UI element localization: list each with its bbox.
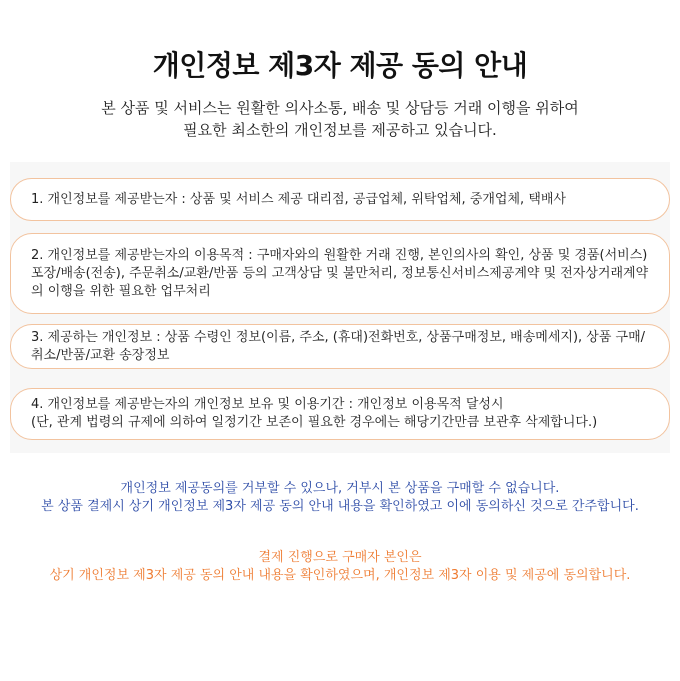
refusal-notice [0,480,680,516]
consent-confirmation-line: 상기 개인정보 제3자 제공 동의 안내 내용을 확인하였으며, 개인정보 제3자 이용 및 제공에 동의합니다. [49,568,631,583]
consent-item-text: 2. 개인정보를 제공받는자의 이용목적 : 구매자와의 원활한 거래 진행, 본인의사의 확인, 상품 및 경품(서비스) 포장/배송(전송), 주문취소/교환/반품 등의 고객상담 및 불만처리, 정보통신서비스제공계약 및 전자상거래계약의 이행을 위한 필요한 업무처리 [31,247,649,299]
consent-confirmation-line: 결제 진행으로 구매자 본인은 [258,550,422,565]
intro-line: 본 상품 및 서비스는 원활한 의사소통, 배송 및 상담등 거래 이행을 위하여 [101,99,579,117]
consent-item-text: 4. 개인정보를 제공받는자의 개인정보 보유 및 이용기간 : 개인정보 이용목적 달성시 [31,397,504,412]
consent-item-recipients [10,178,670,221]
intro-text [0,97,680,141]
consent-item-text: 3. 제공하는 개인정보 : 상품 수령인 정보(이름, 주소, (휴대)전화번호, 상품구매정보, 배송메세지), 상품 구매/취소/반품/교환 송장정보 [31,329,646,363]
refusal-notice-line: 본 상품 결제시 상기 개인정보 제3자 제공 동의 안내 내용을 확인하였고 이에 동의하신 것으로 간주합니다. [41,499,639,514]
consent-item-retention [10,388,670,440]
refusal-notice-line: 개인정보 제공동의를 거부할 수 있으나, 거부시 본 상품을 구매할 수 없습니다. [120,481,560,496]
consent-item-provided-info [10,324,670,369]
consent-item-text: (단, 관계 법령의 규제에 의하여 일정기간 보존이 필요한 경우에는 해당기간만큼 보관후 삭제합니다.) [31,415,598,430]
page-title: 개인정보 제3자 제공 동의 안내 [152,49,528,82]
consent-item-text: 1. 개인정보를 제공받는자 : 상품 및 서비스 제공 대리점, 공급업체, 위탁업체, 중개업체, 택배사 [31,191,566,207]
consent-details-panel [10,162,670,453]
consent-item-purpose [10,233,670,314]
consent-confirmation [0,549,680,585]
intro-line: 필요한 최소한의 개인정보를 제공하고 있습니다. [183,121,497,139]
